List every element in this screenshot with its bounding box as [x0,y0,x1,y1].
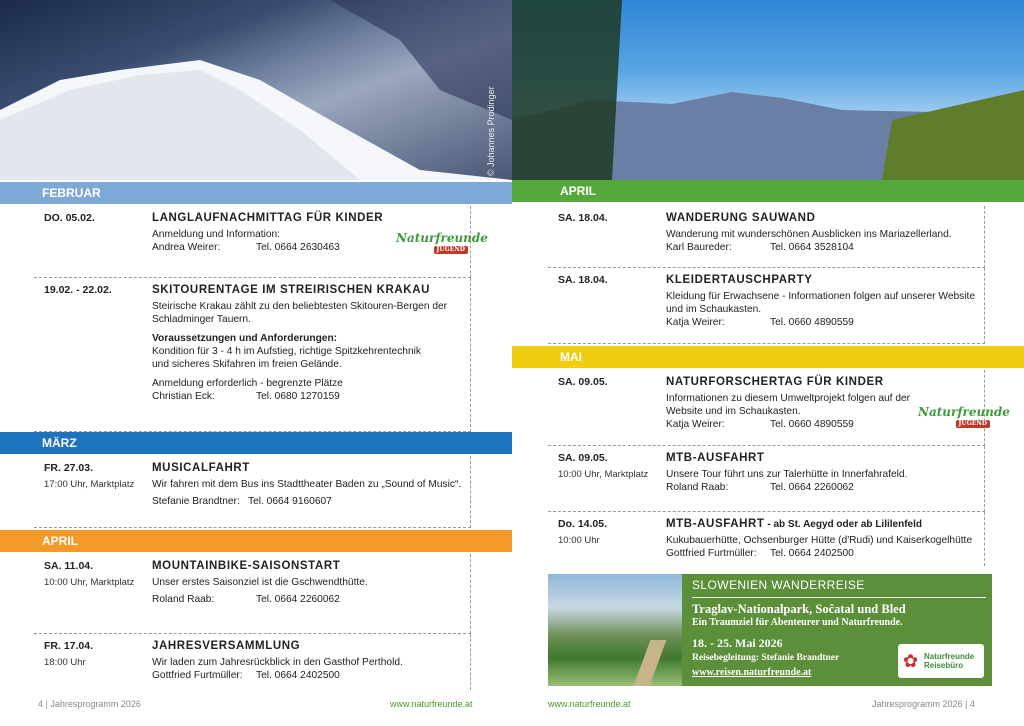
event-line: Website und im Schaukasten. [666,406,801,417]
contact-name: Gottfried Furtmüller: [152,670,243,681]
contact-phone: Tel. 0664 3528104 [770,242,854,253]
ad-date: 18. - 25. Mai 2026 [692,636,783,650]
contact-phone: Tel. 0664 2402500 [256,670,340,681]
event-date: SA. 18.04. [558,274,608,286]
event-title: MUSICALFAHRT [152,462,250,474]
event-contact [666,316,978,329]
contact-phone: Tel. 0660 4890559 [770,317,854,328]
event-contact [666,481,978,494]
registration-note: Anmeldung erforderlich - begrenzte Plätze [152,378,343,389]
month-band-februar: FEBRUAR [0,182,512,204]
event-date: DO. 05.02. [44,212,95,224]
event-card [548,446,985,512]
event-time: 10:00 Uhr [558,535,600,546]
ad-subtitle: Ein Traumziel für Abenteurer und Naturfreunde. [692,617,903,628]
event-line: Unser erstes Saisonziel ist die Gschwendthütte. [152,577,368,588]
event-line: Anmeldung und Information: [152,229,280,240]
contact-name: Katja Weirer: [666,317,725,328]
ad-title: Traglav-Nationalpark, Soĉatal und Bled [692,602,906,616]
event-line: und im Schaukasten. [666,304,762,315]
event-contact [666,241,978,254]
month-band-april-right: APRIL [512,180,1024,202]
event-body [152,300,464,403]
event-title: LANGLAUFNACHMITTAG FÜR KINDER [152,212,384,224]
contact-phone: Tel. 0660 4890559 [770,419,854,430]
event-time: 18:00 Uhr [44,657,86,668]
event-date: SA. 18.04. [558,212,608,224]
contact-name: Katja Weirer: [666,419,725,430]
event-contact [666,547,978,560]
event-card [34,206,488,278]
event-body [666,534,978,560]
event-contact [152,495,464,508]
naturfreunde-reisebuero-logo: ✿ Naturfreunde Reisebüro [898,644,984,678]
event-time: 10:00 Uhr, Marktplatz [44,577,135,588]
event-date: FR. 27.03. [44,462,94,474]
event-date: 19.02. - 22.02. [44,284,112,296]
snow-slope-graphic [0,0,512,180]
contact-phone: Tel. 0664 2260062 [770,482,854,493]
requirements-line: und sicheres Skifahren im freien Gelände. [152,359,342,370]
event-time: 10:00 Uhr, Marktplatz [558,469,649,480]
ad-guide: Reisebegleitung: Stefanie Brandtner [692,653,840,663]
page-number-left: 4 | Jahresprogramm 2026 [38,699,141,709]
event-line: Informationen zu diesem Umweltprojekt folgen auf der [666,393,911,404]
contact-name: Karl Baureder: [666,242,732,253]
requirements-line: Kondition für 3 - 4 h im Aufstieg, richtige Spitzkehrentechnik [152,346,421,357]
event-title: SKITOURENTAGE IM STREIRISCHEN KRAKAU [152,284,431,296]
event-card [34,554,471,634]
event-line: Wanderung mit wunderschönen Ausblicken ins Mariazellerland. [666,229,952,240]
month-band-april: APRIL [0,530,512,552]
naturfreunde-jugend-logo: Naturfreunde JUGEND [396,231,488,253]
event-title: WANDERUNG SAUWAND [666,212,816,224]
left-page [0,180,512,726]
event-date: SA. 11.04. [44,560,94,572]
month-band-maerz: MÄRZ [0,432,512,454]
event-title: JAHRESVERSAMMLUNG [152,640,301,652]
contact-name: Christian Eck: [152,391,215,402]
event-card [548,370,1010,446]
event-date: FR. 17.04. [44,640,94,652]
event-date: SA. 09.05. [558,452,608,464]
contact-name: Roland Raab: [152,594,215,605]
event-body [666,468,978,494]
contact-name: Andrea Weirer: [152,242,221,253]
event-contact [152,593,464,606]
event-title: MOUNTAINBIKE-SAISONSTART [152,560,341,572]
event-body [666,228,978,254]
event-title: NATURFORSCHERTAG FÜR KINDER [666,376,884,388]
event-card [34,456,471,528]
photo-credit: © Johannes Prodinger [486,86,496,176]
requirements-heading: Voraussetzungen und Anforderungen: [152,333,338,344]
contact-name: Stefanie Brandtner: [152,496,240,507]
event-card [548,268,985,344]
contact-phone: Tel. 0680 1270159 [256,391,340,402]
ad-divider [692,597,986,598]
ad-link[interactable]: www.reisen.naturfreunde.at [692,667,812,678]
contact-phone: Tel. 0664 9160607 [248,496,332,507]
event-title-extra: - ab St. Aegyd oder ab Lililenfeld [764,519,922,530]
website-link-left[interactable]: www.naturfreunde.at [390,699,473,709]
event-card [34,278,471,432]
naturfreunde-emblem-icon: ✿ [903,651,919,671]
event-line: Unsere Tour führt uns zur Talerhütte in Innerfahrafeld. [666,469,908,480]
lake-landscape-image [548,574,682,686]
ad-heading: SLOWENIEN WANDERREISE [692,578,865,592]
event-body [152,576,464,606]
contact-name: Gottfried Furtmüller: [666,548,757,559]
event-contact [152,669,464,682]
event-card [548,206,985,268]
month-band-mai: MAI [512,346,1024,368]
page-number-right: Jahresprogramm 2026 | 4 [872,699,975,709]
event-contact [152,390,464,403]
slowenien-travel-ad[interactable] [548,574,992,686]
forest-mountain-photo [512,0,1024,180]
event-card [34,634,471,690]
naturfreunde-jugend-logo: Naturfreunde JUGEND [918,405,1010,427]
event-date: SA. 09.05. [558,376,608,388]
event-body [666,290,978,329]
event-date: Do. 14.05. [558,518,608,530]
event-time: 17:00 Uhr, Marktplatz [44,479,135,490]
event-body [152,478,464,508]
event-body [152,656,464,682]
event-line: Kleidung für Erwachsene - Informationen folgen auf unserer Website [666,291,976,302]
contact-name: Roland Raab: [666,482,729,493]
contact-phone: Tel. 0664 2260062 [256,594,340,605]
event-card [548,512,985,566]
event-line: Wir laden zum Jahresrückblick in den Gasthof Perthold. [152,657,403,668]
event-line: Kukubauerhütte, Ochsenburger Hütte (d'Rudi) und Kaiserkogelhütte [666,535,973,546]
event-title: KLEIDERTAUSCHPARTY [666,274,813,286]
event-line: Wir fahren mit dem Bus ins Stadttheater Baden zu „Sound of Music“. [152,479,462,490]
event-title: MTB-AUSFAHRT - ab St. Aegyd oder ab Lililenfeld [666,518,922,530]
contact-phone: Tel. 0664 2402500 [770,548,854,559]
forest-graphic [512,0,1024,180]
event-line: Schladminger Tauern. [152,314,251,325]
event-line: Steirische Krakau zählt zu den beliebtesten Skitouren-Bergen der [152,301,448,312]
contact-phone: Tel. 0664 2630463 [256,242,340,253]
event-title: MTB-AUSFAHRT [666,452,765,464]
mountain-snow-photo [0,0,512,180]
website-link-right[interactable]: www.naturfreunde.at [548,699,631,709]
